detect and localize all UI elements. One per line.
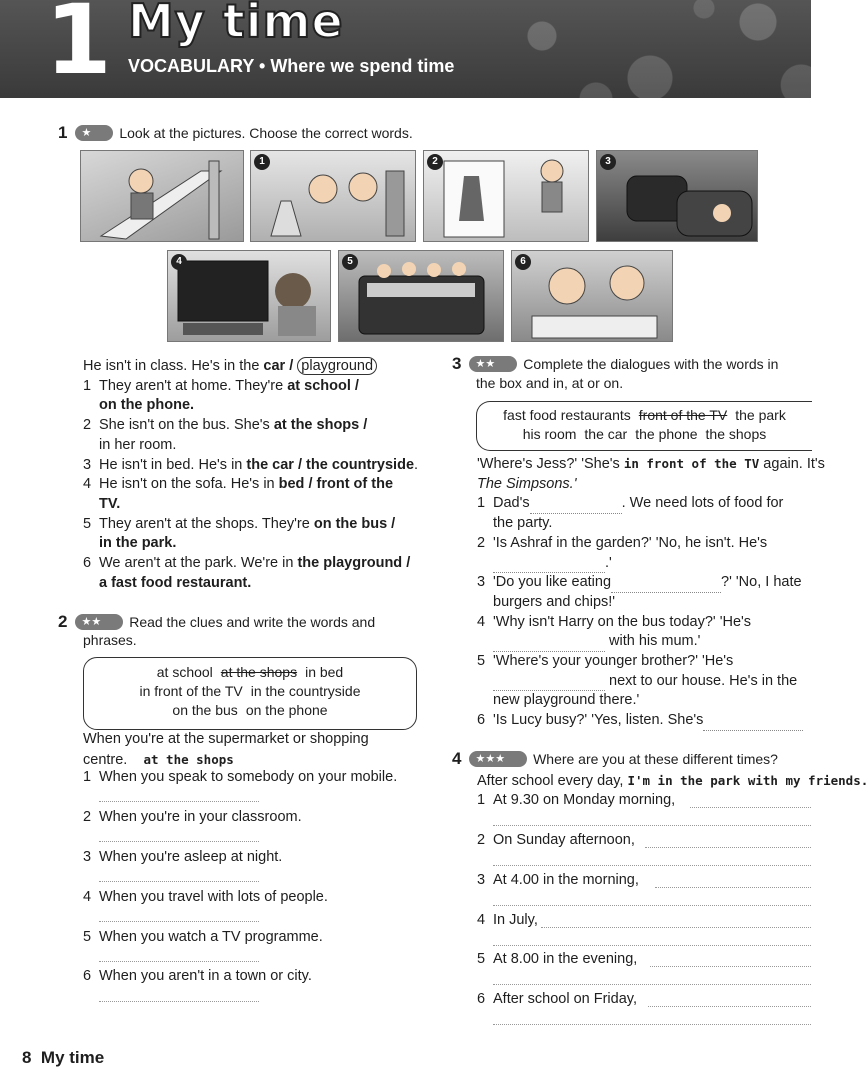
shop-illustration	[424, 151, 588, 241]
item-continued: the party.	[493, 515, 553, 532]
item-continued	[477, 554, 811, 574]
answer-blank[interactable]	[530, 501, 622, 514]
answer-line[interactable]	[493, 944, 811, 946]
picture-4-front-of-tv	[167, 250, 331, 342]
dialogue-text: again. It's	[759, 456, 825, 472]
option-a[interactable]: the playground	[297, 555, 403, 572]
word-option-used: at the shops	[220, 664, 298, 680]
answer-blank[interactable]	[493, 639, 605, 652]
exercise-number: 4	[452, 749, 462, 768]
sentence-text: He isn't in class. He's in the	[83, 358, 264, 374]
item-number: 1	[83, 377, 92, 394]
dialogue-text: .'	[605, 554, 612, 571]
item-5-continued	[83, 534, 418, 554]
word-box-row	[84, 663, 416, 682]
item-6-continued	[83, 574, 418, 594]
ex3-item-2	[477, 534, 811, 554]
word-option: the phone	[635, 426, 698, 442]
answer-line[interactable]	[650, 965, 811, 967]
answer-blank[interactable]	[493, 678, 605, 691]
dialogue-text: with his mum.'	[609, 633, 701, 650]
word-option: at school	[156, 664, 213, 680]
dialogue-text: 'Do you like eating	[493, 574, 612, 591]
option-b[interactable]: a fast food restaurant.	[99, 574, 252, 591]
picture-5-bus	[338, 250, 504, 342]
unit-number: 1	[45, 0, 112, 96]
item-number: 6	[83, 968, 92, 984]
ex3-item-5	[477, 652, 811, 672]
answer-blank[interactable]	[703, 718, 803, 731]
answer-line[interactable]	[99, 960, 259, 962]
example-sentence	[83, 357, 418, 377]
picture-number: 6	[515, 254, 531, 270]
ex2-item-3	[83, 848, 282, 868]
prompt-text: At 8.00 in the evening,	[493, 951, 638, 967]
option-a[interactable]: car	[263, 358, 286, 374]
picture-6-fast-food-restaurant	[511, 250, 673, 342]
ex4-item-6	[477, 990, 637, 1010]
word-box-ex2	[83, 657, 417, 730]
word-box-ex3	[476, 401, 812, 451]
item-number: 2	[83, 417, 92, 434]
header-decoration	[470, 0, 830, 120]
item-number: 2	[477, 534, 486, 551]
word-box-row	[477, 406, 812, 425]
exercise-2-heading	[58, 612, 375, 632]
word-option: in the countryside	[250, 683, 361, 699]
prompt-text: At 4.00 in the morning,	[493, 872, 639, 888]
ex4-item-1	[477, 791, 675, 811]
word-option: fast food restaurants	[503, 407, 631, 423]
example-dialogue-continued: The Simpsons.'	[477, 475, 577, 492]
exercise-1-heading	[58, 123, 413, 143]
picture-3-car	[596, 150, 758, 242]
prompt-text: At 9.30 on Monday morning,	[493, 792, 676, 808]
item-number: 2	[477, 832, 486, 848]
exercise-instruction-continued: phrases.	[83, 632, 137, 648]
picture-number: 4	[171, 254, 187, 270]
item-number: 3	[83, 456, 92, 473]
word-option: on the phone	[245, 702, 328, 718]
sentence-text: She isn't on the bus. She's	[99, 417, 274, 434]
item-number: 4	[477, 613, 486, 630]
item-continued	[477, 632, 811, 652]
exercise-number: 2	[58, 612, 68, 631]
item-continued: burgers and chips!'	[493, 593, 616, 610]
clue-text: When you're in your classroom.	[99, 809, 302, 825]
ex3-item-4	[477, 613, 811, 633]
word-option: the park	[735, 407, 786, 423]
answer-line[interactable]	[493, 864, 811, 866]
word-option: his room	[522, 426, 577, 442]
dialogue-text: 'Where's your younger brother?' 'He's	[493, 653, 734, 670]
ex4-item-3	[477, 871, 639, 891]
item-1	[83, 377, 418, 397]
word-box-row	[84, 682, 416, 701]
ex4-item-2	[477, 831, 635, 851]
answer-line[interactable]	[541, 926, 811, 928]
answer-line[interactable]	[655, 886, 811, 888]
word-option: in front of the TV	[139, 683, 243, 699]
answer-line[interactable]	[99, 840, 259, 842]
option-separator: /	[293, 456, 307, 473]
item-number: 1	[83, 769, 92, 785]
item-number: 2	[83, 809, 92, 825]
exercise-number: 3	[452, 354, 462, 373]
example-dialogue	[477, 454, 825, 475]
clue-text: centre.	[83, 751, 128, 768]
option-separator: /	[304, 476, 317, 493]
sentence-text: He isn't on the sofa. He's in	[99, 476, 279, 493]
item-number: 5	[477, 653, 486, 670]
exercise-1-items	[83, 357, 418, 593]
word-box-row	[84, 701, 416, 720]
item-4-continued	[83, 495, 418, 515]
bus-illustration	[339, 251, 503, 341]
option-separator: /	[402, 555, 411, 572]
answer-line[interactable]	[648, 1005, 811, 1007]
two-star-badge: ★★	[469, 356, 517, 372]
unit-subtitle: VOCABULARY • Where we spend time	[128, 56, 455, 76]
option-b[interactable]: front of the	[316, 476, 394, 493]
item-number: 6	[477, 712, 486, 729]
prompt-text: After school on Friday,	[493, 991, 637, 1007]
option-a[interactable]: the car	[246, 456, 294, 473]
dialogue-text: . We need lots of food for	[621, 495, 784, 512]
dialogue-text: next to our house. He's in the	[609, 672, 798, 689]
picture-number: 1	[254, 154, 270, 170]
answer-blank[interactable]	[611, 580, 721, 593]
option-b-circled[interactable]: playground	[297, 357, 377, 375]
option-b[interactable]: on the phone.	[99, 397, 195, 414]
ex3-item-1	[477, 494, 811, 514]
answer-line[interactable]	[99, 1000, 259, 1002]
exercise-3-items	[477, 454, 825, 731]
picture-number: 2	[427, 154, 443, 170]
option-a[interactable]: on the bus	[313, 515, 388, 532]
tv-illustration	[168, 251, 330, 341]
ex4-item-4	[477, 911, 538, 931]
option-b[interactable]: in her room.	[99, 436, 177, 453]
option-a[interactable]: at the shops	[273, 417, 360, 434]
ex4-item-5	[477, 950, 637, 970]
example-answer: I'm in the park with my friends.	[627, 773, 868, 788]
sentence-text: They aren't at home. They're	[99, 377, 288, 394]
ex2-item-1	[83, 768, 397, 788]
item-number: 4	[83, 476, 92, 493]
ex4-example	[477, 771, 868, 792]
picture-2-shops	[423, 150, 589, 242]
lab-illustration	[251, 151, 415, 241]
item-number: 5	[83, 515, 92, 532]
page-number: 8	[22, 1048, 32, 1067]
dialogue-text: 'Is Ashraf in the garden?' 'No, he isn't. He's	[493, 534, 768, 551]
item-number: 5	[477, 951, 486, 967]
clue-text: When you watch a TV programme.	[99, 929, 323, 945]
restaurant-illustration	[512, 251, 672, 341]
option-a[interactable]: bed	[278, 476, 305, 493]
clue-text: When you're asleep at night.	[99, 849, 283, 865]
sentence-text: They aren't at the shops. They're	[99, 515, 314, 532]
two-star-badge: ★★	[75, 614, 123, 630]
exercise-instruction-continued: the box and in, at or on.	[476, 375, 624, 391]
item-4	[83, 475, 418, 495]
word-option: on the bus	[172, 702, 238, 718]
exercise-instruction: Where are you at these different times?	[533, 751, 778, 767]
item-6	[83, 554, 418, 574]
prompt-text: In July,	[493, 912, 538, 928]
answer-line[interactable]	[690, 806, 811, 808]
sentence-end: .	[414, 456, 419, 473]
example-answer: at the shops	[143, 751, 234, 767]
item-number: 1	[477, 495, 486, 512]
footer-title: My time	[40, 1048, 105, 1067]
option-b[interactable]: in the park.	[99, 535, 177, 552]
item-2	[83, 416, 418, 436]
exercise-instruction: Read the clues and write the words and	[129, 614, 376, 630]
three-star-badge: ★★★	[469, 751, 527, 767]
unit-title: My time	[128, 0, 344, 48]
word-option-used: front of the TV	[638, 407, 728, 423]
option-separator: /	[285, 358, 298, 374]
sentence-text: We aren't at the park. We're in	[99, 555, 298, 572]
ex2-item-2	[83, 808, 302, 828]
option-separator: /	[350, 377, 359, 394]
item-5	[83, 515, 418, 535]
dialogue-text: 'Is Lucy busy?' 'Yes, listen. She's	[493, 712, 704, 729]
dialogue-text: 'Where's Jess?' 'She's	[477, 456, 624, 472]
dialogue-text: Dad's	[493, 495, 530, 512]
ex3-item-6	[477, 711, 811, 731]
picture-number: 5	[342, 254, 358, 270]
option-b-end[interactable]: TV.	[99, 495, 121, 512]
example-clue: When you're at the supermarket or shopping	[83, 731, 369, 747]
item-number: 3	[477, 872, 486, 888]
item-continued	[477, 672, 811, 692]
ex3-item-3	[477, 573, 811, 593]
clue-text: When you aren't in a town or city.	[99, 968, 312, 984]
option-b[interactable]: the countryside	[306, 456, 415, 473]
option-a[interactable]: at school	[287, 377, 351, 394]
item-number: 4	[477, 912, 486, 928]
option-separator: /	[359, 417, 368, 434]
item-number: 3	[477, 574, 486, 591]
item-number: 5	[83, 929, 92, 945]
answer-line[interactable]	[99, 920, 259, 922]
sentence-text: He isn't in bed. He's in	[99, 456, 247, 473]
item-continued: new playground there.'	[493, 692, 640, 709]
item-1-continued	[83, 396, 418, 416]
prompt-text: On Sunday afternoon,	[493, 832, 635, 848]
exercise-4-heading	[452, 749, 778, 769]
answer-line[interactable]	[493, 824, 811, 826]
dialogue-text: 'Why isn't Harry on the bus today?' 'He's	[493, 613, 752, 630]
exercise-number: 1	[58, 123, 68, 142]
word-option: in bed	[305, 664, 344, 680]
word-box-row	[477, 425, 812, 444]
picture-number: 3	[600, 154, 616, 170]
item-number: 4	[83, 889, 92, 905]
slide-illustration	[81, 151, 243, 241]
ex2-item-6	[83, 967, 312, 987]
item-number: 1	[477, 792, 486, 808]
answer-line[interactable]	[493, 904, 811, 906]
item-number: 6	[83, 555, 92, 572]
ex2-item-5	[83, 928, 323, 948]
one-star-badge: ★	[75, 125, 113, 141]
answer-line[interactable]	[99, 880, 259, 882]
exercise-3-heading	[452, 354, 778, 374]
clue-text: When you speak to somebody on your mobile.	[99, 769, 398, 785]
item-2-continued	[83, 436, 418, 456]
answer-line[interactable]	[645, 846, 811, 848]
answer-line[interactable]	[493, 983, 811, 985]
exercise-instruction: Look at the pictures. Choose the correct words.	[119, 125, 413, 141]
ex2-item-4	[83, 888, 328, 908]
word-option: the shops	[705, 426, 767, 442]
picture-1-school-lab	[250, 150, 416, 242]
exercise-instruction: Complete the dialogues with the words in	[523, 356, 779, 372]
exercise-2-items	[83, 730, 369, 770]
answer-line[interactable]	[493, 1023, 811, 1025]
picture-playground	[80, 150, 244, 242]
answer-blank[interactable]	[493, 560, 605, 573]
unit-header	[0, 0, 811, 98]
item-3	[83, 456, 418, 476]
option-separator: /	[387, 515, 396, 532]
answer-line[interactable]	[99, 800, 259, 802]
item-number: 3	[83, 849, 92, 865]
clue-text: When you travel with lots of people.	[99, 889, 328, 905]
example-answer: in front of the TV	[623, 456, 760, 471]
item-number: 6	[477, 991, 486, 1007]
word-option: the car	[584, 426, 628, 442]
page-footer	[22, 1048, 104, 1068]
car-illustration	[597, 151, 757, 241]
example-text: After school every day,	[477, 773, 628, 789]
dialogue-text: ?' 'No, I hate	[721, 574, 802, 591]
